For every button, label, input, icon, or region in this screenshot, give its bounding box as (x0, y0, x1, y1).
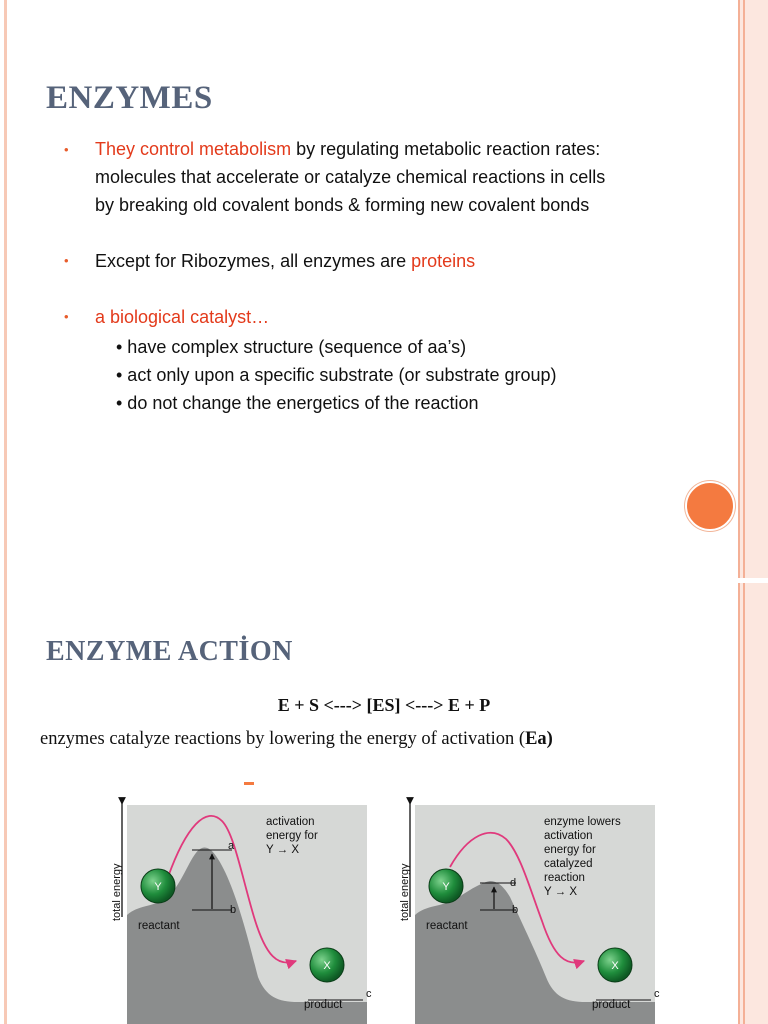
bullet-marker: • (64, 253, 69, 268)
annotation-line: activation (544, 830, 593, 842)
orange-dot-decoration (685, 481, 735, 531)
bullet-text: by regulating metabolic reaction rates: (291, 139, 601, 159)
energy-diagram-uncatalyzed (108, 797, 370, 1024)
label-c: c (654, 988, 660, 1000)
right-decor-strip (738, 0, 768, 1024)
caption-text (40, 729, 553, 750)
annotation-line: Y → X (544, 886, 578, 898)
product-label: product (592, 999, 631, 1011)
orange-dash (244, 782, 254, 785)
sphere-label: Y (154, 881, 162, 893)
bullet-text-proteins (95, 247, 475, 275)
sub-bullet: • act only upon a specific substrate (or substrate group) (116, 365, 557, 385)
bullet-text: molecules that accelerate or catalyze chemical reactions in cells (95, 167, 606, 187)
energy-diagram-catalyzed (396, 797, 658, 1024)
reactant-label: reactant (426, 920, 468, 932)
bullet-text: by breaking old covalent bonds & forming new covalent bonds (95, 195, 590, 215)
sphere-label: Y (442, 881, 450, 893)
bullet-marker: • (64, 142, 69, 157)
axis-label: total energy (111, 863, 123, 921)
bullet-text-metabolism (95, 135, 605, 219)
label-b: b (230, 904, 237, 916)
reactant-label: reactant (138, 920, 180, 932)
highlight-text: They control metabolism (95, 139, 292, 159)
bullet-text: Except for Ribozymes, all enzymes are (95, 251, 412, 271)
axis-label: total energy (399, 863, 411, 921)
slide-title-enzymes: ENZYMES (46, 80, 213, 116)
annotation-line: activation (266, 816, 315, 828)
reaction-equation: E + S <---> [ES] <---> E + P (277, 695, 491, 715)
label-a: a (228, 840, 235, 852)
left-border (4, 0, 7, 1024)
product-label: product (304, 999, 343, 1011)
sphere-label: X (611, 960, 619, 972)
annotation-line: Y → X (266, 844, 300, 856)
annotation-line: enzyme lowers (544, 816, 621, 828)
bullet-marker: • (64, 309, 69, 324)
caption-pre: enzymes catalyze reactions by lowering the energy of activation ( (40, 729, 526, 749)
slide-divider (738, 578, 768, 583)
sub-bullet: • have complex structure (sequence of aa’s) (116, 337, 467, 357)
annotation-line: catalyzed (544, 858, 593, 870)
label-d: d (510, 877, 517, 889)
annotation-line: energy for (544, 844, 596, 856)
caption-bold: Ea) (525, 729, 553, 749)
highlight-text: proteins (411, 251, 476, 271)
right-decor-line (743, 0, 745, 1024)
label-b: b (512, 904, 519, 916)
bullet-text-catalyst: a biological catalyst… (95, 307, 270, 327)
sphere-label: X (323, 960, 331, 972)
annotation-line: reaction (544, 872, 585, 884)
label-c: c (366, 988, 372, 1000)
right-decor-line (738, 0, 740, 1024)
sub-bullet: • do not change the energetics of the reaction (116, 393, 479, 413)
slide-title-enzyme-action: ENZYME ACTİON (46, 636, 293, 667)
annotation-line: energy for (266, 830, 318, 842)
